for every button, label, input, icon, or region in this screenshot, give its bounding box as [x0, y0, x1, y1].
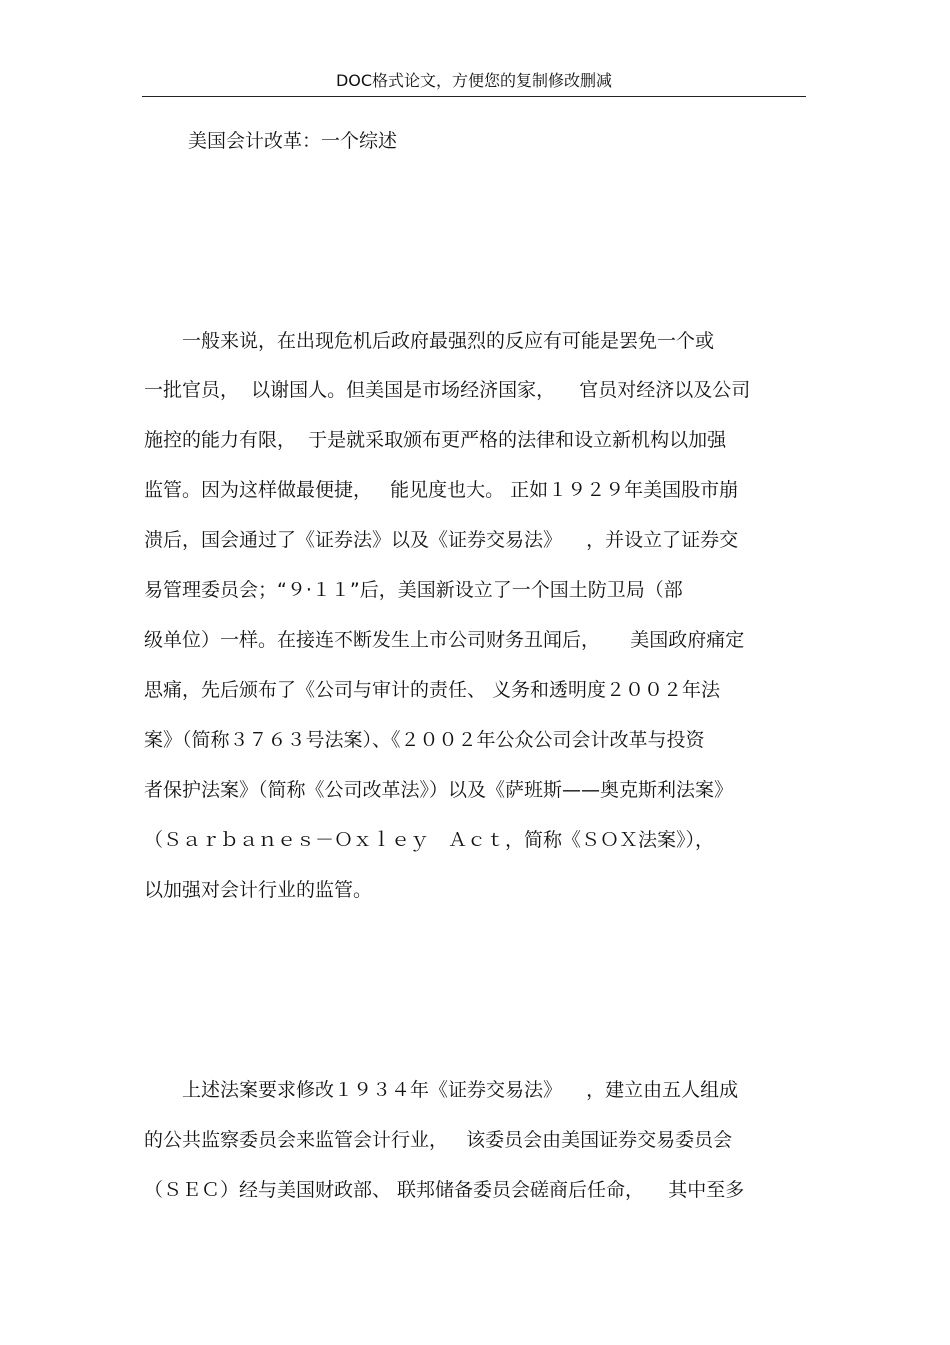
paragraph-line: 案》（简称３７６３号法案）、《２００２年公众公司会计改革与投资 [144, 729, 705, 751]
paragraph-line: 思痛，先后颁布了《公司与审计的责任、 义务和透明度２００２年法 [144, 679, 721, 701]
header-text: DOC格式论文，方便您的复制修改删减 [335, 71, 613, 90]
paragraph-line: 溃后，国会通过了《证券法》以及《证券交易法》 ，并设立了证券交 [144, 529, 739, 551]
paragraph-line: （ＳＥＣ）经与美国财政部、 联邦储备委员会磋商后任命， 其中至多 [144, 1179, 745, 1201]
paragraph-line: 施控的能力有限， 于是就采取颁布更严格的法律和设立新机构以加强 [144, 429, 727, 451]
paragraph-line: （Ｓａｒｂａｎｅｓ－Ｏｘｌｅｙ Ａｃｔ，简称《ＳＯＸ法案》）， [144, 829, 715, 851]
document-title: 美国会计改革：一个综述 [188, 130, 398, 152]
paragraph-line: 监管。因为这样做最便捷， 能见度也大。 正如１９２９年美国股市崩 [144, 479, 739, 501]
paragraph-line: 上述法案要求修改１９３４年《证券交易法》 ，建立由五人组成 [144, 1079, 739, 1101]
paragraph-line: 一批官员， 以谢国人。但美国是市场经济国家， 官员对经济以及公司 [144, 379, 751, 401]
paragraph-line: 易管理委员会；“９·１１”后，美国新设立了一个国土防卫局（部 [144, 579, 683, 601]
paragraph-line: 的公共监察委员会来监管会计行业， 该委员会由美国证券交易委员会 [144, 1129, 733, 1151]
paragraph-line: 级单位）一样。在接连不断发生上市公司财务丑闻后， 美国政府痛定 [144, 629, 745, 651]
paragraph-line: 一般来说，在出现危机后政府最强烈的反应有可能是罢免一个或 [144, 330, 715, 352]
header-divider [142, 96, 806, 97]
paragraph-line: 者保护法案》（简称《公司改革法》）以及《萨班斯——奥克斯利法案》 [144, 779, 734, 801]
paragraph-line: 以加强对会计行业的监管。 [144, 879, 373, 901]
